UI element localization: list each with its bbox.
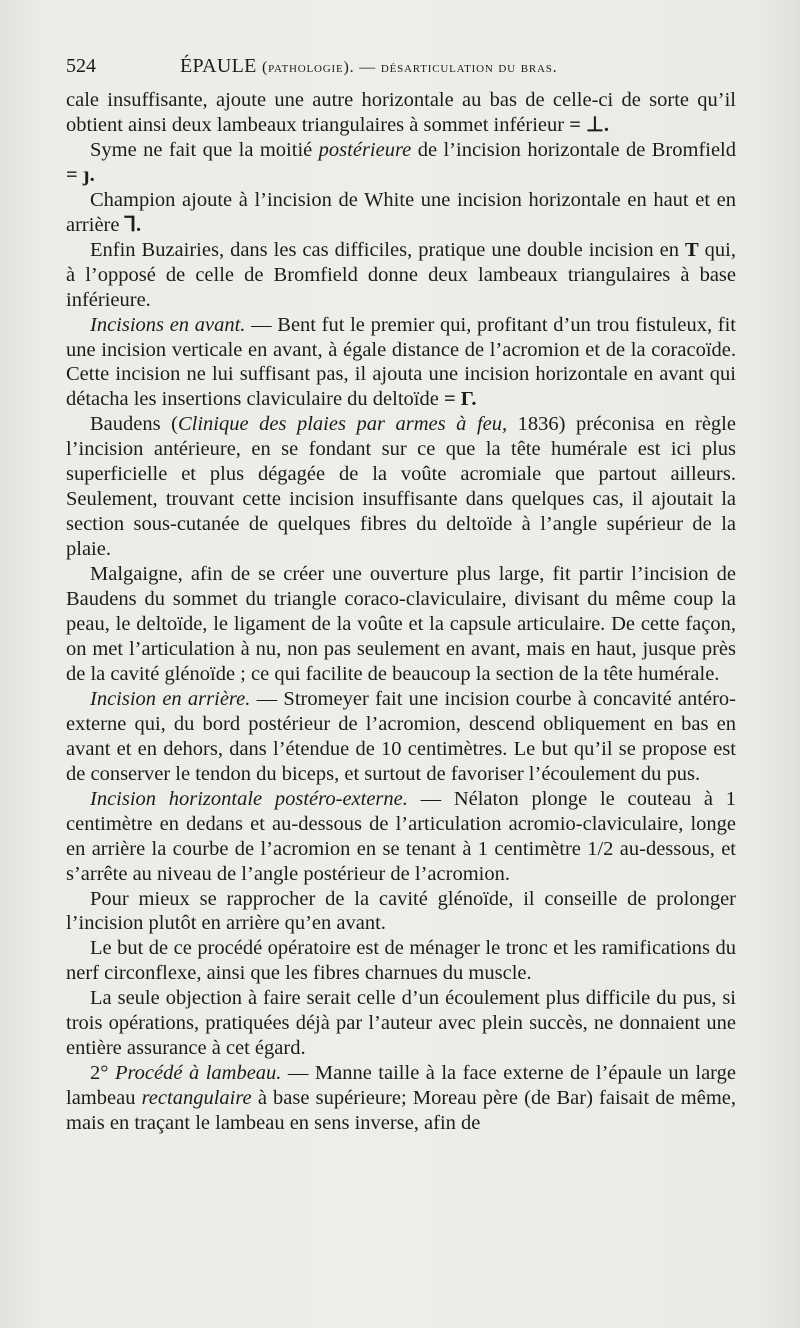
italic-text: rectangulaire [141, 1087, 252, 1110]
paragraph [66, 188, 736, 238]
text-run: — Nélaton plonge le couteau à 1 centimètre en dedans et au-dessous de l’articulation acromio-claviculaire, longe en arrière la courbe de l’acromion en se tenant à 1 centimètre 1/2 au-dessous, et s’arrête au niveau de l’angle postérieur de l’acromion. [66, 787, 736, 885]
text-run: qui, à l’opposé de celle de Bromfield donne deux lambeaux triangulaires à base inférieure. [66, 238, 737, 311]
text-run: Enfin Buzairies, dans les cas difficiles, pratique une double incision en [90, 238, 685, 261]
text-run: — Bent fut le premier qui, profitant d’un trou fistuleux, fit une incision verticale en avant, à égale distance de l’acromion et de la coracoïde. Cette incision ne lui suffisant pas, il ajouta une incision horizontale en avant qui détacha les insertions claviculaire du deltoïde [66, 313, 736, 411]
paragraph [66, 138, 736, 188]
italic-text: Incisions en avant. [90, 313, 246, 336]
paragraph [66, 687, 736, 787]
italic-text: Incision horizontale postéro-externe. [90, 787, 408, 810]
paragraph [66, 986, 736, 1061]
paragraph [66, 562, 736, 687]
text-run: 2° [90, 1062, 115, 1085]
incision-symbol: = Γ. [443, 388, 477, 411]
running-title [180, 48, 557, 86]
incision-symbol: = ⊥. [569, 113, 610, 136]
text-run: La seule objection à faire serait celle d’un écoulement plus difficile du pus, si trois opérations, pratiquées déjà par l’auteur avec plein succès, ne donnaient une entière assurance à cet égard. [66, 987, 736, 1060]
text-run: Pour mieux se rapprocher de la cavité glénoïde, il conseille de prolonger l’incision plutôt en arrière qu’en avant. [66, 887, 736, 935]
paragraph [66, 88, 736, 138]
text-run: Champion ajoute à l’incision de White une incision horizontale en haut et en arrière [66, 188, 736, 236]
text-run: 1836) préconisa en règle l’incision antérieure, en se fondant sur ce que la tête humérale est ici plus superficielle et plus dégagée de la voûte acromiale que partout ailleurs. Seulement, trouvant cette incision insuffisante dans quelques cas, il ajoutait la section sous-cutanée de quelques fibres du deltoïde à l’angle supérieur de la plaie. [66, 413, 736, 561]
text-run: à base supérieure; Moreau père (de Bar) faisait de même, mais en traçant le lambeau en sens inverse, afin de [66, 1087, 736, 1135]
paragraph [66, 313, 736, 413]
paragraph [66, 1061, 736, 1136]
text-run: Malgaigne, afin de se créer une ouverture plus large, fit partir l’incision de Baudens du sommet du triangle coraco-claviculaire, divisant du même coup la peau, le deltoïde, le ligament de la voûte et la capsule articulaire. De cette façon, on met l’articulation à nu, non pas seulement en avant, mais en haut, jusque près de la cavité glénoïde ; ce qui facilite de beaucoup la section de la tête humérale. [66, 563, 736, 685]
incision-symbol: ⅂. [124, 213, 142, 236]
text-run: — Stromeyer fait une incision courbe à concavité antéro-externe qui, du bord postérieur de l’acromion, descend obliquement en bas en avant et en dehors, dans l’étendue de 10 centimètres. Le but qu’il se propose est de conserver le tendon du biceps, et surtout de favoriser l’écoulement du pus. [66, 687, 736, 785]
paragraph [66, 936, 736, 986]
paragraph [66, 412, 736, 562]
incision-symbol: T [685, 238, 699, 261]
text-run: — Manne taille à la face externe de l’épaule un large lambeau [66, 1062, 736, 1110]
text-run: Le but de ce procédé opératoire est de ménager le tronc et les ramifications du nerf circonflexe, ainsi que les fibres charnues du muscle. [66, 937, 736, 985]
text-run: Baudens ( [90, 413, 178, 436]
running-title-sub: (pathologie). — désarticulation du bras. [261, 59, 558, 76]
paragraph [66, 787, 736, 887]
paragraph [66, 887, 736, 937]
italic-text: Incision en arrière. [90, 687, 251, 710]
text-run: cale insuffisante, ajoute une autre horizontale au bas de celle-ci de sorte qu’il obtient ainsi deux lambeaux triangulaires à sommet inférieur [66, 89, 736, 136]
incision-symbol: = ȷ. [66, 163, 95, 186]
running-header [66, 48, 738, 84]
body-text [66, 88, 736, 1136]
page-number: 524 [66, 55, 96, 77]
italic-text: postérieure [318, 138, 412, 161]
italic-text: Procédé à lambeau. [114, 1062, 282, 1085]
text-run: Syme ne fait que la moitié [90, 138, 319, 161]
paragraph [66, 238, 736, 313]
italic-text: Clinique des plaies par armes à feu, [177, 413, 508, 436]
text-run: de l’incision horizontale de Bromfield [411, 138, 737, 161]
running-title-main: ÉPAULE [180, 55, 257, 77]
